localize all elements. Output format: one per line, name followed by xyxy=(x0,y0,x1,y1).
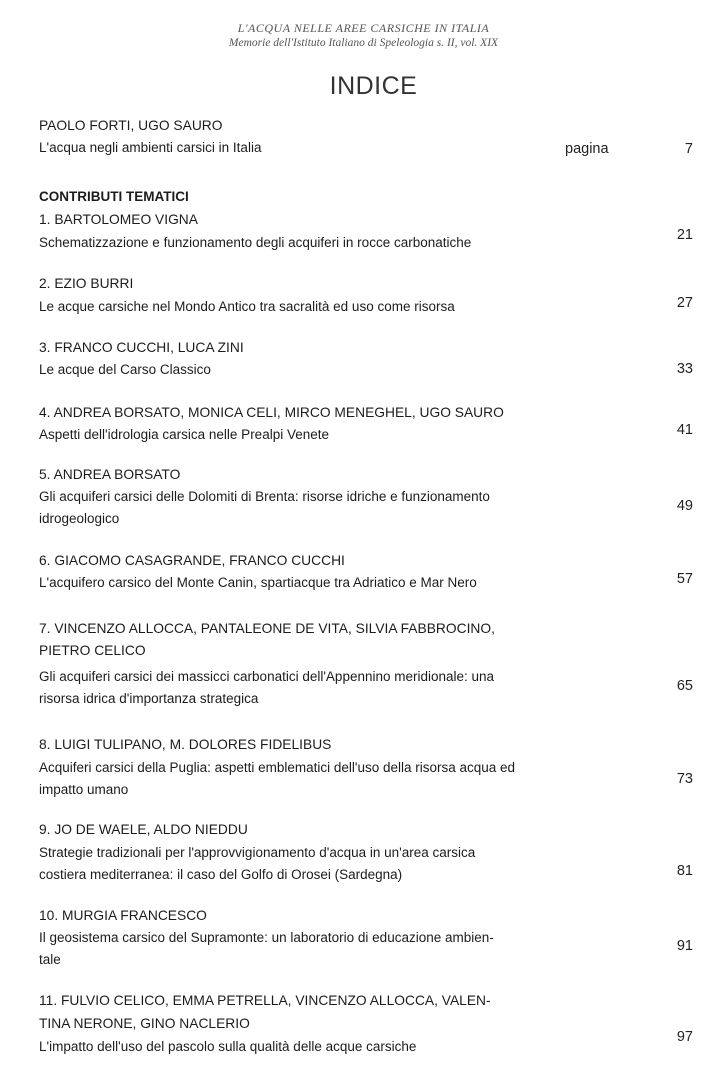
entry-authors: 3. FRANCO CUCCHI, LUCA ZINI xyxy=(39,340,244,355)
entry-page-number: 27 xyxy=(676,295,693,311)
entry-page-number: 49 xyxy=(676,498,693,514)
entry-title: Acquiferi carsici della Puglia: aspetti emblematici dell'uso della risorsa acqua ed xyxy=(39,760,516,775)
entry-page-number: 57 xyxy=(676,571,693,587)
entry-page-number: 73 xyxy=(676,771,693,787)
entry-authors: 4. ANDREA BORSATO, MONICA CELI, MIRCO MENEGHEL, UGO SAURO xyxy=(39,405,504,420)
entry-title: costiera mediterranea: il caso del Golfo di Orosei (Sardegna) xyxy=(39,867,403,882)
entry-authors: 11. FULVIO CELICO, EMMA PETRELLA, VINCENZO ALLOCCA, VALEN- xyxy=(39,993,491,1008)
intro-authors: PAOLO FORTI, UGO SAURO xyxy=(39,118,223,133)
entry-title: impatto umano xyxy=(39,782,129,797)
entry-page-number: 91 xyxy=(676,938,693,954)
entry-title: idrogeologico xyxy=(39,511,120,526)
entry-page-number: 41 xyxy=(676,422,693,438)
section-heading: CONTRIBUTI TEMATICI xyxy=(39,189,189,204)
entry-title: Le acque del Carso Classico xyxy=(39,362,211,377)
entry-page-number: 21 xyxy=(676,227,693,243)
entry-title: Le acque carsiche nel Mondo Antico tra sacralità ed uso come risorsa xyxy=(39,299,455,314)
entry-authors: TINA NERONE, GINO NACLERIO xyxy=(39,1016,250,1031)
entry-authors: 10. MURGIA FRANCESCO xyxy=(39,908,207,923)
entry-authors: 2. EZIO BURRI xyxy=(39,276,134,291)
intro-title: L'acqua negli ambienti carsici in Italia xyxy=(39,140,262,155)
entry-authors: PIETRO CELICO xyxy=(39,643,146,658)
entry-title: Schematizzazione e funzionamento degli acquiferi in rocce carbonatiche xyxy=(39,235,472,250)
entry-title: Strategie tradizionali per l'approvvigionamento d'acqua in un'area carsica xyxy=(39,845,476,860)
entry-authors: 9. JO DE WAELE, ALDO NIEDDU xyxy=(39,822,248,837)
entry-authors: 7. VINCENZO ALLOCCA, PANTALEONE DE VITA, SILVIA FABBROCINO, xyxy=(39,621,495,636)
entry-title: L'acquifero carsico del Monte Canin, spartiacque tra Adriatico e Mar Nero xyxy=(39,575,477,590)
entry-page-number: 65 xyxy=(676,678,693,694)
page-label: pagina xyxy=(565,141,609,157)
entry-page-number: 81 xyxy=(676,863,693,879)
entry-title: L'impatto dell'uso del pascolo sulla qualità delle acque carsiche xyxy=(39,1039,417,1054)
running-header-title: L'ACQUA NELLE AREE CARSICHE IN ITALIA xyxy=(237,21,490,35)
entry-title: Il geosistema carsico del Supramonte: un laboratorio di educazione ambien- xyxy=(39,930,494,945)
entry-title: Aspetti dell'idrologia carsica nelle Prealpi Venete xyxy=(39,427,329,442)
intro-page-number: 7 xyxy=(684,141,693,157)
entry-authors: 1. BARTOLOMEO VIGNA xyxy=(39,212,198,227)
entry-authors: 5. ANDREA BORSATO xyxy=(39,467,181,482)
page-title: INDICE xyxy=(329,72,418,100)
entry-title: risorsa idrica d'importanza strategica xyxy=(39,691,259,706)
running-header-series: Memorie dell'Istituto Italiano di Speleologia s. II, vol. XIX xyxy=(228,37,499,49)
entry-page-number: 33 xyxy=(676,361,693,377)
entry-title: tale xyxy=(39,952,61,967)
entry-authors: 8. LUIGI TULIPANO, M. DOLORES FIDELIBUS xyxy=(39,737,332,752)
entry-page-number: 97 xyxy=(676,1029,693,1045)
entry-authors: 6. GIACOMO CASAGRANDE, FRANCO CUCCHI xyxy=(39,553,345,568)
entry-title: Gli acquiferi carsici delle Dolomiti di Brenta: risorse idriche e funzionamento xyxy=(39,489,490,504)
entry-title: Gli acquiferi carsici dei massicci carbonatici dell'Appennino meridionale: una xyxy=(39,669,495,684)
